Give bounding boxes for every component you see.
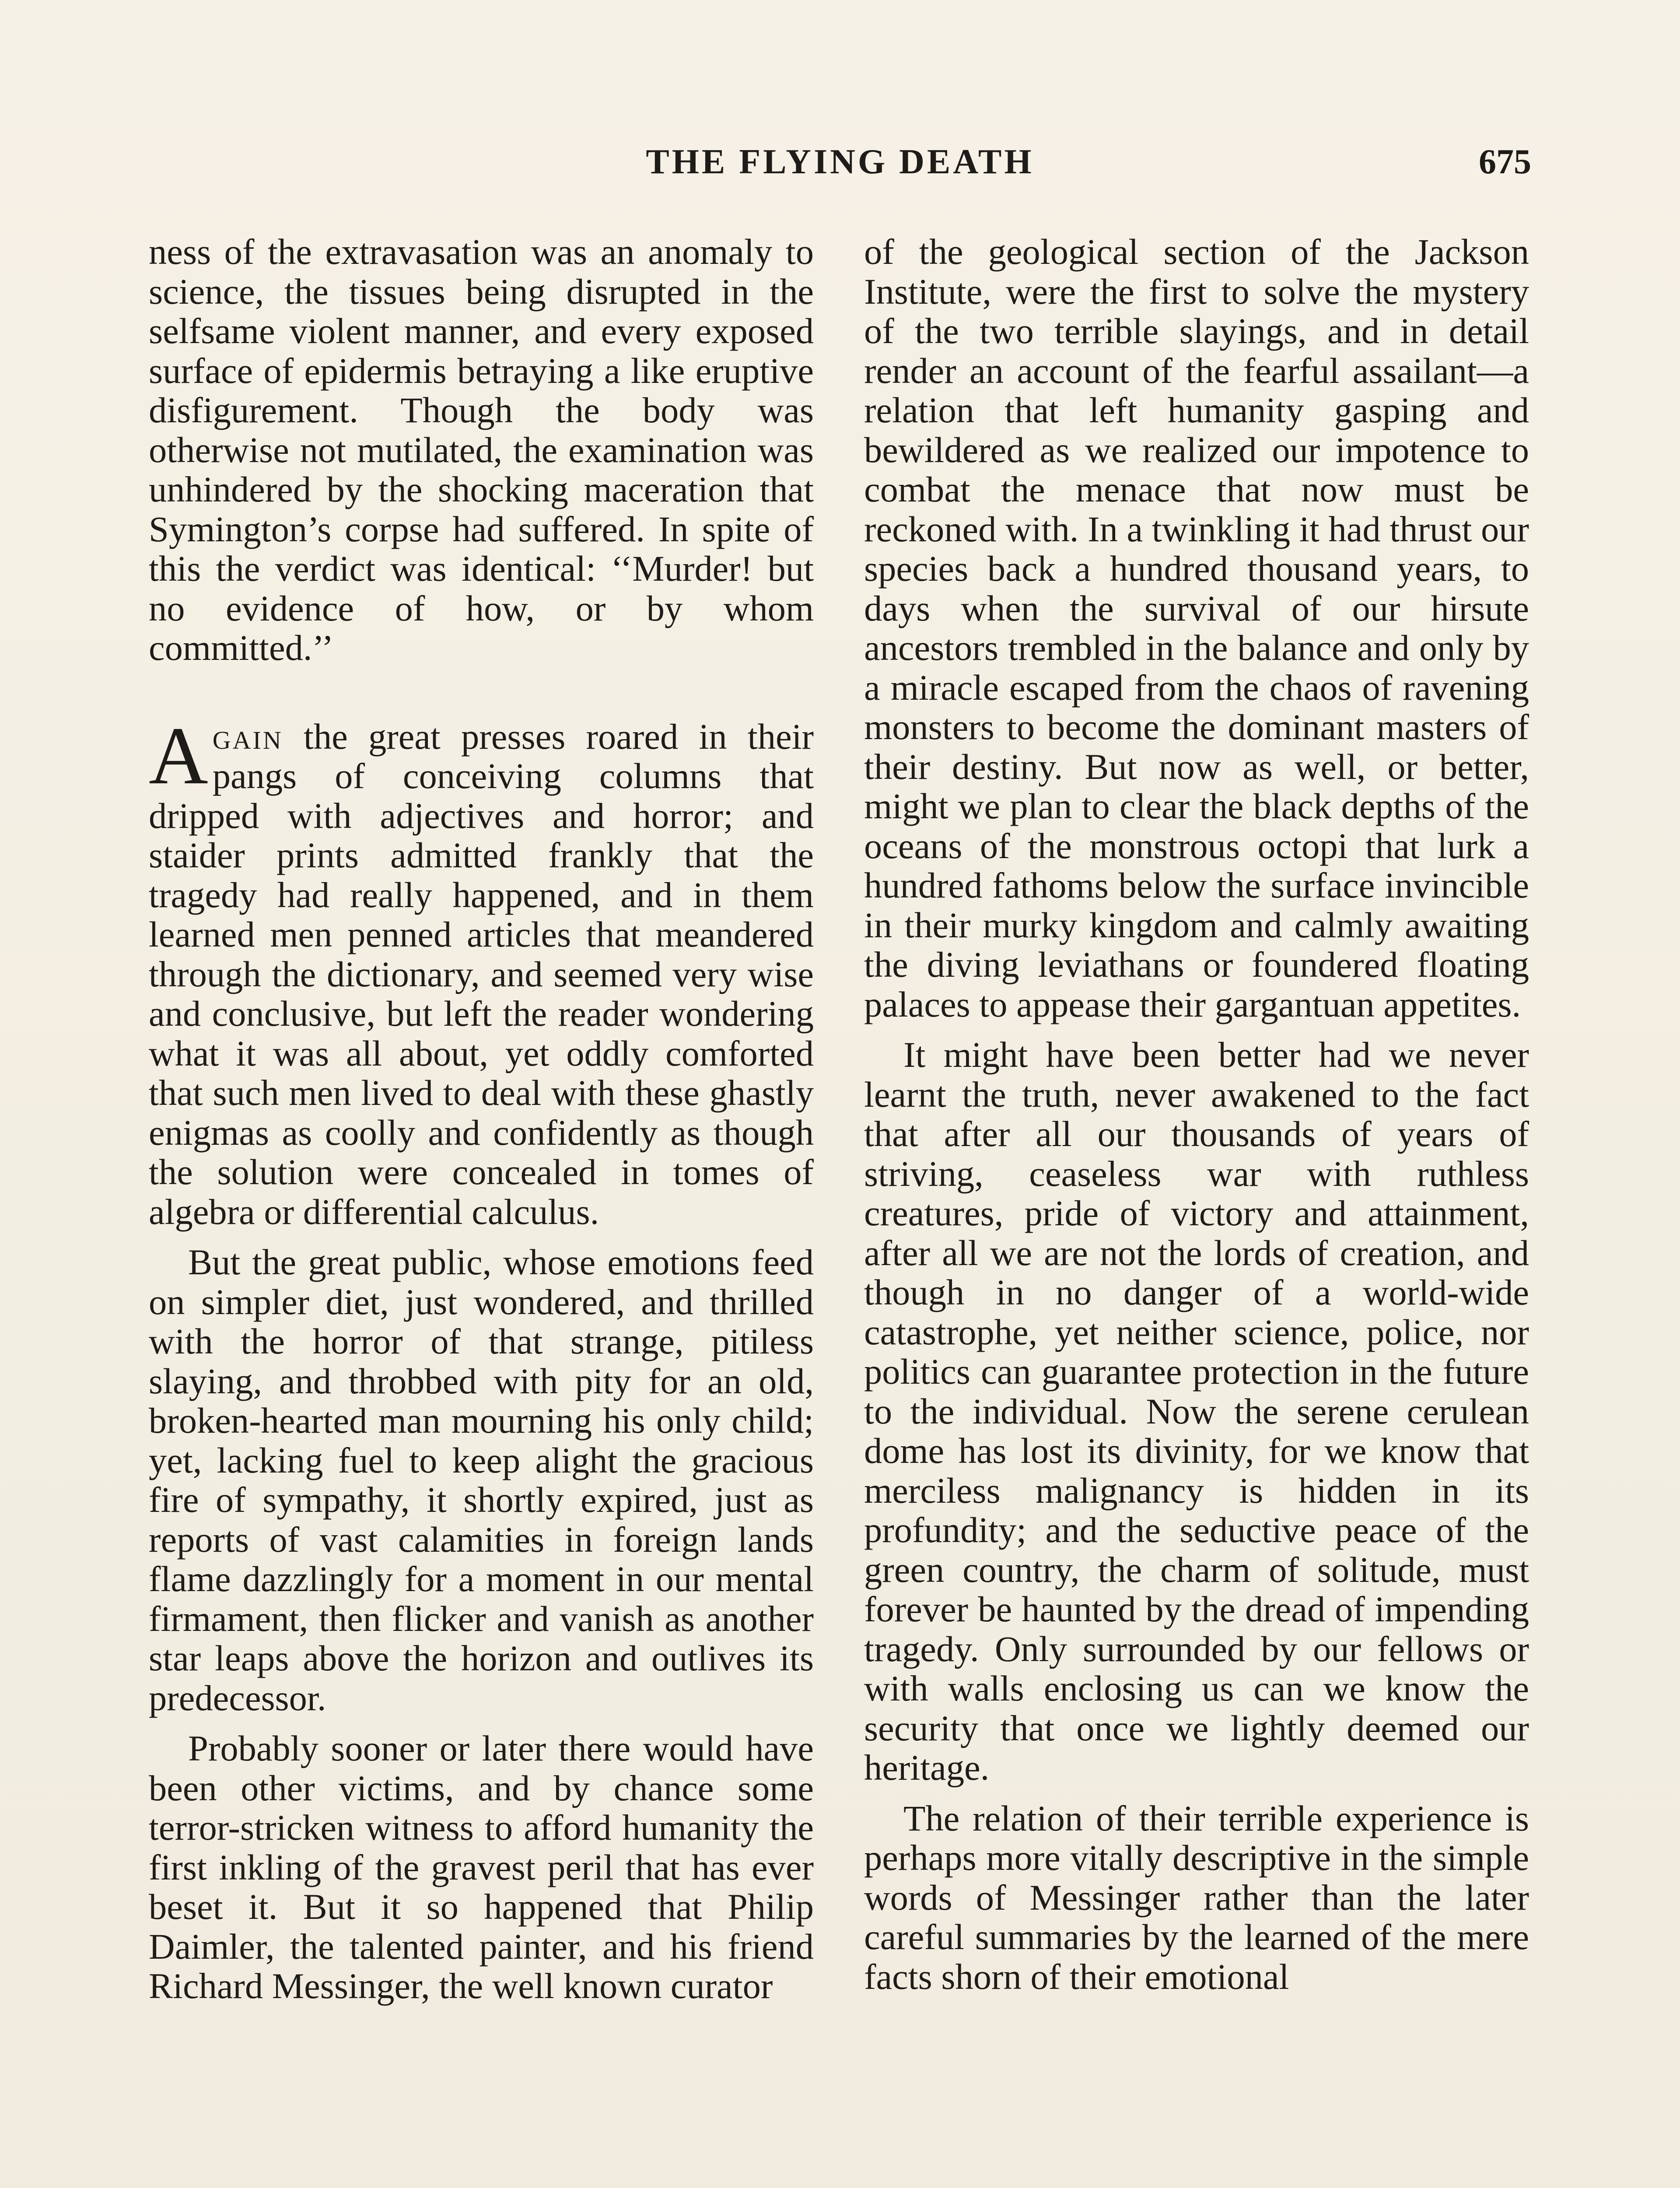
left-column	[149, 232, 814, 2006]
running-title: THE FLYING DEATH	[646, 143, 1034, 181]
right-column	[864, 232, 1529, 1996]
page-number: 675	[1479, 143, 1531, 181]
small-caps-lead: gain	[212, 716, 283, 757]
paragraph: Probably sooner or later there would have been other victims, and by chance some terror-stricken witness to afford humanity the first inkling of the gravest peril that has ever beset it. But it so happened that Philip Daimler, the talented painter, and his friend Richard Messinger, the well known curator	[149, 1728, 814, 2006]
paragraph: The relation of their terrible experience is perhaps more vitally descriptive in the simple words of Messinger rather than the later careful summaries by the learned of the mere facts shorn of their emotional	[864, 1798, 1529, 1997]
paragraph: of the geological section of the Jackson Institute, were the first to solve the mystery of the two terrible slayings, and in detail render an account of the fearful assailant—a relation that left humanity gasping and bewildered as we realized our impotence to combat the menace that now must be reckoned with. In a twinkling it had thrust our species back a hundred thousand years, to days when the survival of our hirsute ancestors trembled in the balance and only by a miracle escaped from the chaos of ravening monsters to become the dominant masters of their destiny. But now as well, or better, might we plan to clear the black depths of the oceans of the monstrous octopi that lurk a hundred fathoms below the surface invincible in their murky kingdom and calmly awaiting the diving leviathans or foundered floating palaces to appease their gargantuan appetites.	[864, 231, 1529, 1024]
paragraph-text: the great presses roared in their pangs of conceiving columns that dripped with adjectives and horror; and staider prints admitted frankly that the tragedy had really happened, and in them learned men penned articles that meandered through the dictionary, and seemed very wise and conclusive, but left the reader wondering what it was all about, yet oddly comforted that such men lived to deal with these ghastly enigmas as coolly and confidently as though the solution were concealed in tomes of algebra or differential calculus.	[149, 716, 814, 1232]
paragraph: It might have been better had we never learnt the truth, never awakened to the fact that after all our thousands of years of striving, ceaseless war with ruthless creatures, pride of victory and attainment, after all we are not the lords of creation, and though in no danger of a world-wide catastrophe, yet neither science, police, nor politics can guarantee protection in the future to the individual. Now the serene cerulean dome has lost its divinity, for we know that merciless malignancy is hidden in its profundity; and the seductive peace of the green country, the charm of solitude, must forever be haunted by the dread of impending tragedy. Only surrounded by our fellows or with walls enclosing us can we know the security that once we lightly deemed our heritage.	[864, 1034, 1529, 1788]
paragraph: ness of the extravasation was an anomaly to science, the tissues being disrupted in the selfsame violent manner, and every exposed surface of epidermis betraying a like eruptive disfigurement. Though the body was otherwise not mutilated, the examination was unhindered by the shocking maceration that Symington’s corpse had suffered. In spite of this the verdict was identical: ‘‘Murder! but no evidence of how, or by whom committed.’’	[149, 231, 814, 668]
paragraph: But the great public, whose emotions feed on simpler diet, just wondered, and thrilled with the horror of that strange, pitiless slaying, and throbbed with pity for an old, broken-hearted man mourning his only child; yet, lacking fuel to keep alight the gracious fire of sympathy, it shortly expired, just as reports of vast calamities in foreign lands flame dazzlingly for a moment in our mental firmament, then flicker and vanish as another star leaps above the horizon and outlives its predecessor.	[149, 1242, 814, 1718]
section-opening-paragraph	[149, 709, 814, 1232]
drop-cap: A	[149, 709, 208, 801]
page-header	[149, 136, 1531, 188]
